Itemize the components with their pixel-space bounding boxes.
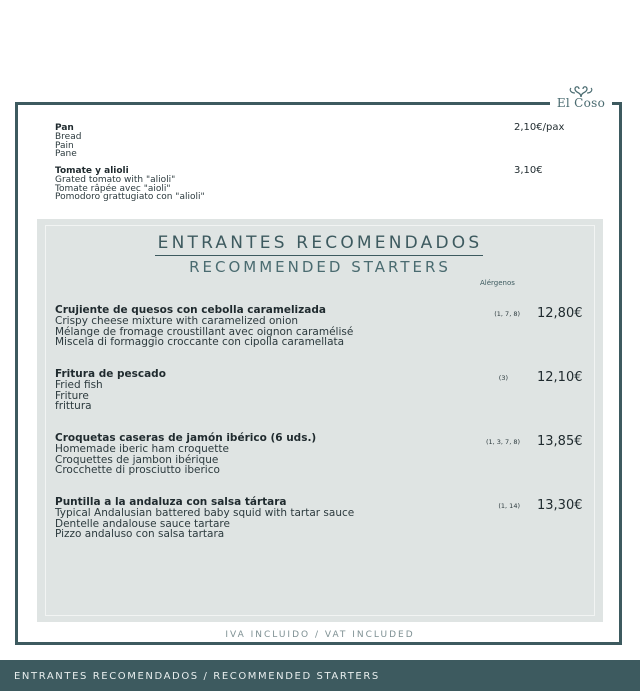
- dish-allergens: (1, 14): [498, 502, 520, 510]
- menu-item-bread: [55, 124, 81, 159]
- dish-title: Croquetas caseras de jamón ibérico (6 uds.): [55, 432, 317, 444]
- vat-note: IVA INCLUIDO / VAT INCLUDED: [225, 630, 415, 640]
- dish-allergens: (1, 3, 7, 8): [485, 438, 520, 446]
- item-translation: Pane: [55, 149, 77, 160]
- dish-translation: Croquettes de jambon ibérique: [55, 453, 219, 466]
- title-underline: [155, 255, 483, 256]
- dish-translation: Crocchette di prosciutto iberico: [55, 464, 220, 477]
- bottom-bar: [0, 660, 640, 691]
- dish-title: Crujiente de quesos con cebolla caramelizada: [55, 304, 326, 316]
- dish-item: [55, 433, 316, 476]
- dish-translation: Pizzo andaluso con salsa tartara: [55, 528, 225, 541]
- dish-item: [55, 305, 353, 348]
- recommended-panel: [37, 219, 603, 622]
- section-title-en: RECOMMENDED STARTERS: [189, 258, 451, 276]
- dish-price: 12,80€: [537, 306, 583, 321]
- dish-price: 13,30€: [537, 498, 583, 513]
- item-price: 3,10€: [514, 165, 543, 176]
- dish-item: [55, 369, 166, 412]
- dish-translation: Miscela di formaggio croccante con cipolla caramellata: [55, 336, 345, 349]
- dish-translation: frittura: [55, 400, 92, 413]
- dish-translation: Typical Andalusian battered baby squid with tartar sauce: [55, 507, 355, 519]
- section-title-es: ENTRANTES RECOMENDADOS: [157, 233, 483, 253]
- item-translation: Grated tomato with "alioli": [55, 175, 176, 185]
- logo-text: El Coso: [556, 96, 606, 110]
- bottom-bar-label: ENTRANTES RECOMENDADOS / RECOMMENDED STARTERS: [14, 671, 380, 682]
- dish-price: 13,85€: [537, 434, 583, 449]
- item-title: Tomate y alioli: [55, 166, 129, 176]
- dish-translation: Mélange de fromage croustillant avec oignon caramélisé: [55, 325, 354, 338]
- dish-title: Puntilla a la andaluza con salsa tártara: [55, 496, 287, 508]
- dish-price: 12,10€: [537, 370, 583, 385]
- item-translation: Pain: [55, 140, 74, 151]
- item-price: 2,10€/pax: [514, 122, 565, 133]
- brand-logo: [550, 84, 612, 118]
- dish-item: [55, 497, 354, 540]
- dish-allergens: (3): [498, 374, 508, 382]
- dish-title: Fritura de pescado: [55, 368, 166, 380]
- dish-translation: Homemade iberic ham croquette: [55, 443, 229, 455]
- dish-translation: Fried fish: [55, 379, 103, 391]
- dish-translation: Friture: [55, 389, 89, 402]
- item-translation: Bread: [55, 132, 82, 142]
- dish-allergens: (1, 7, 8): [494, 310, 520, 318]
- item-translation: Tomate râpée avec "aioli": [55, 183, 171, 194]
- item-translation: Pomodoro grattugiato con "alioli": [55, 192, 205, 203]
- allergens-header: Alérgenos: [480, 279, 515, 287]
- dish-translation: Dentelle andalouse sauce tartare: [55, 517, 230, 530]
- menu-item-tomato-alioli: [55, 167, 205, 202]
- item-title: Pan: [55, 123, 74, 133]
- dish-translation: Crispy cheese mixture with caramelized onion: [55, 315, 299, 327]
